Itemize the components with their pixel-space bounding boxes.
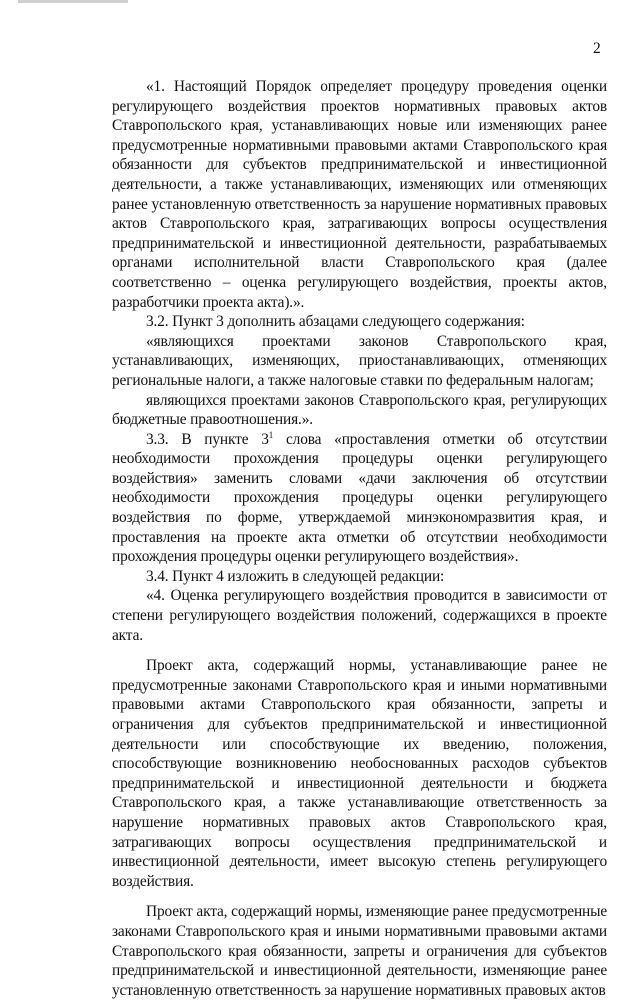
scan-artifact <box>18 0 128 3</box>
paragraph-8: Проект акта, содержащий нормы, устанавливающие ранее не предусмотренные законами Ставропольского края и иными нормативными правовыми актами Ставропольского края обязанности, запреты и ограничения для субъектов предпринимательской и инвестиционной деятельности или способствующие их введению, положения, способствующие возникновению необоснованных расходов субъектов предпринимательской и инвестиционной деятельности и бюджета Ставропольского края, а также устанавливающие ответственность за нарушение нормативных правовых актов Ставропольского края, затрагивающих вопросы осуществления предпринимательской и инвестиционной деятельности, имеет высокую степень регулирующего воздействия. <box>112 657 607 890</box>
paragraph-6: 3.4. Пункт 4 изложить в следующей редакции: <box>146 567 445 585</box>
paragraph-2: 3.2. Пункт 3 дополнить абзацами следующего содержания: <box>146 313 525 331</box>
paragraph-4: являющихся проектами законов Ставропольского края, регулирующих бюджетные правоотношения.». <box>112 391 607 429</box>
paragraph-1: «1. Настоящий Порядок определяет процедуру проведения оценки регулирующего воздействия проектов нормативных правовых актов Ставропольского края, устанавливающих новые или изменяющих ранее предусмотренные нормативными правовыми актами Ставропольского края обязанности для субъектов предпринимательской и инвестиционной деятельности, а также устанавливающих, изменяющих или отменяющих ранее установленную ответственность за нарушение нормативных правовых актов Ставропольского края, затрагивающих вопросы осуществления предпринимательской и инвестиционной деятельности, разрабатываемых органами исполнительной власти Ставропольского края (далее соответственно – оценка регулирующего воздействия, проекты актов, разработчики проекта акта).». <box>112 78 607 311</box>
page-number: 2 <box>593 40 601 57</box>
document-body <box>112 77 607 1000</box>
paragraph-9: Проект акта, содержащий нормы, изменяющие ранее предусмотренные законами Ставропольского края и иными нормативными правовыми актами Ставропольского края обязанности, запреты и ограничения для субъектов предпринимательской и инвестиционной деятельности, изменяющие ранее установленную ответственность за нарушение нормативных правовых актов <box>112 903 607 999</box>
paragraph-5: 3.3. В пункте $3^1$ слова «проставления отметки об отсутствии необходимости прохождения процедуры оценки регулирующего воздействия» заменить словами «дачи заключения об отсутствии необходимости прохождения процедуры оценки регулирующего воздействия по форме, утверждаемой минэкономразвития края, и проставления на проекте акта отметки об отсутствии необходимости прохождения процедуры оценки регулирующего воздействия». <box>112 429 607 566</box>
paragraph-7: «4. Оценка регулирующего воздействия проводится в зависимости от степени регулирующего воздействия положений, содержащихся в проекте акта. <box>112 587 607 644</box>
superscript-one: 1 <box>268 429 274 440</box>
paragraph-3: «являющихся проектами законов Ставропольского края, устанавливающих, изменяющих, приостанавливающих, отменяющих региональные налоги, а также налоговые ставки по федеральным налогам; <box>112 332 607 389</box>
